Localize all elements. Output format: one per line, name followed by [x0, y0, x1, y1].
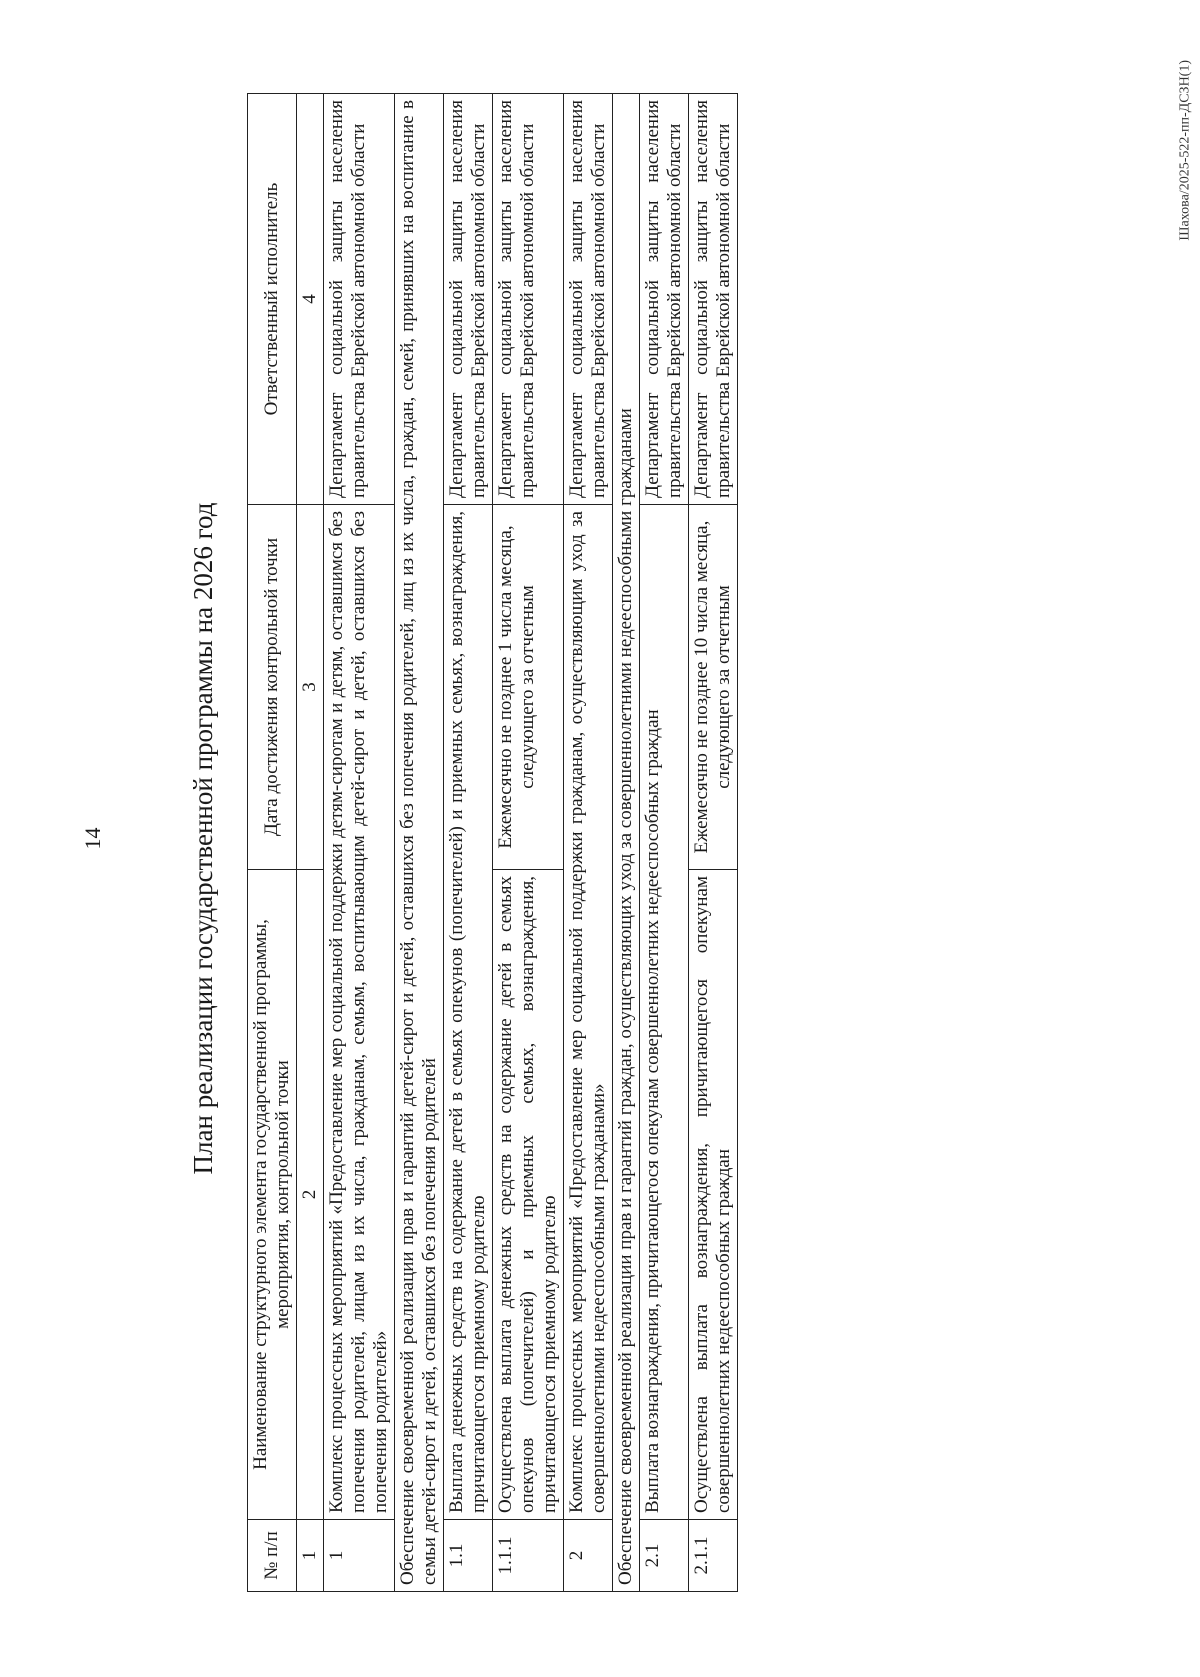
page-title: План реализации государственной программы на 2026 год [188, 502, 218, 1175]
row-executor: Департамент социальной защиты населения правительства Еврейской автономной области [324, 94, 395, 505]
header-num: № п/п [248, 1520, 297, 1592]
plan-table-body [324, 94, 738, 1592]
row-number: 1.1.1 [493, 1520, 564, 1592]
header-name: Наименование структурного элемента государственной программы, мероприятия, контрольной точки [248, 870, 297, 1520]
row-name: Осуществлена выплата вознаграждения, причитающегося опекунам совершеннолетних недееспособных граждан [689, 870, 738, 1520]
table-row [640, 94, 689, 1592]
row-date: Ежемесячно не позднее 1 числа месяца, следующего за отчетным [493, 505, 564, 870]
table-section-row [613, 94, 640, 1592]
row-name: Осуществлена выплата денежных средств на содержание детей в семьях опекунов (попечителей) и приемных семьях, вознаграждения, причитающегося приемному родителю [493, 870, 564, 1520]
row-date: Ежемесячно не позднее 10 числа месяца, следующего за отчетным [689, 505, 738, 870]
row-number: 1.1 [444, 1520, 493, 1592]
row-name: Комплекс процессных мероприятий «Предоставление мер социальной поддержки гражданам, осуществляющим уход за совершеннолетними недееспособными гражданами» [564, 505, 613, 1520]
row-executor: Департамент социальной защиты населения правительства Еврейской автономной области [640, 94, 689, 505]
row-number: 1 [324, 1520, 395, 1592]
header-number-2: 2 [297, 870, 324, 1520]
header-number-3: 3 [297, 505, 324, 870]
footer-code-text: Шахова/2025-522-пп-ДСЗН(1) [1178, 60, 1193, 241]
table-row [564, 94, 613, 1592]
table-header-numbers-row [297, 94, 324, 1592]
row-executor: Департамент социальной защиты населения правительства Еврейской автономной области [564, 94, 613, 505]
row-number: 2.1 [640, 1520, 689, 1592]
row-name: Выплата денежных средств на содержание детей в семьях опекунов (попечителей) и приемных семьях, вознаграждения, причитающегося приемному родителю [444, 505, 493, 1520]
table-row [493, 94, 564, 1592]
row-name: Комплекс процессных мероприятий «Предоставление мер социальной поддержки детям-сиротам и детям, оставшимся без попечения родителей, лицам из их числа, гражданам, семьям, воспитывающим детей-сирот и детей, оставшихся без попечения родителей» [324, 505, 395, 1520]
table-row [444, 94, 493, 1592]
footer-code [1178, 60, 1194, 241]
row-executor: Департамент социальной защиты населения правительства Еврейской автономной области [444, 94, 493, 505]
section-text: Обеспечение своевременной реализации прав и гарантий детей-сирот и детей, оставшихся без попечения родителей, лиц из их числа, граждан, семей, принявших на воспитание в семьи детей-сирот и детей, оставшихся без попечения родителей [395, 94, 444, 1592]
row-number: 2 [564, 1520, 613, 1592]
row-executor: Департамент социальной защиты населения правительства Еврейской автономной области [493, 94, 564, 505]
plan-table [247, 93, 738, 1592]
table-row [689, 94, 738, 1592]
table-section-row [395, 94, 444, 1592]
header-executor: Ответственный исполнитель [248, 94, 297, 505]
page-number: 14 [80, 827, 105, 850]
row-number: 2.1.1 [689, 1520, 738, 1592]
row-executor: Департамент социальной защиты населения правительства Еврейской автономной области [689, 94, 738, 505]
row-name: Выплата вознаграждения, причитающегося опекунам совершеннолетних недееспособных граждан [640, 505, 689, 1520]
header-number-4: 4 [297, 94, 324, 505]
table-header-row [248, 94, 297, 1592]
header-number-1: 1 [297, 1520, 324, 1592]
table-row [324, 94, 395, 1592]
section-text: Обеспечение своевременной реализации прав и гарантий граждан, осуществляющих уход за совершеннолетними недееспособными гражданами [613, 94, 640, 1592]
header-date: Дата достижения контрольной точки [248, 505, 297, 870]
